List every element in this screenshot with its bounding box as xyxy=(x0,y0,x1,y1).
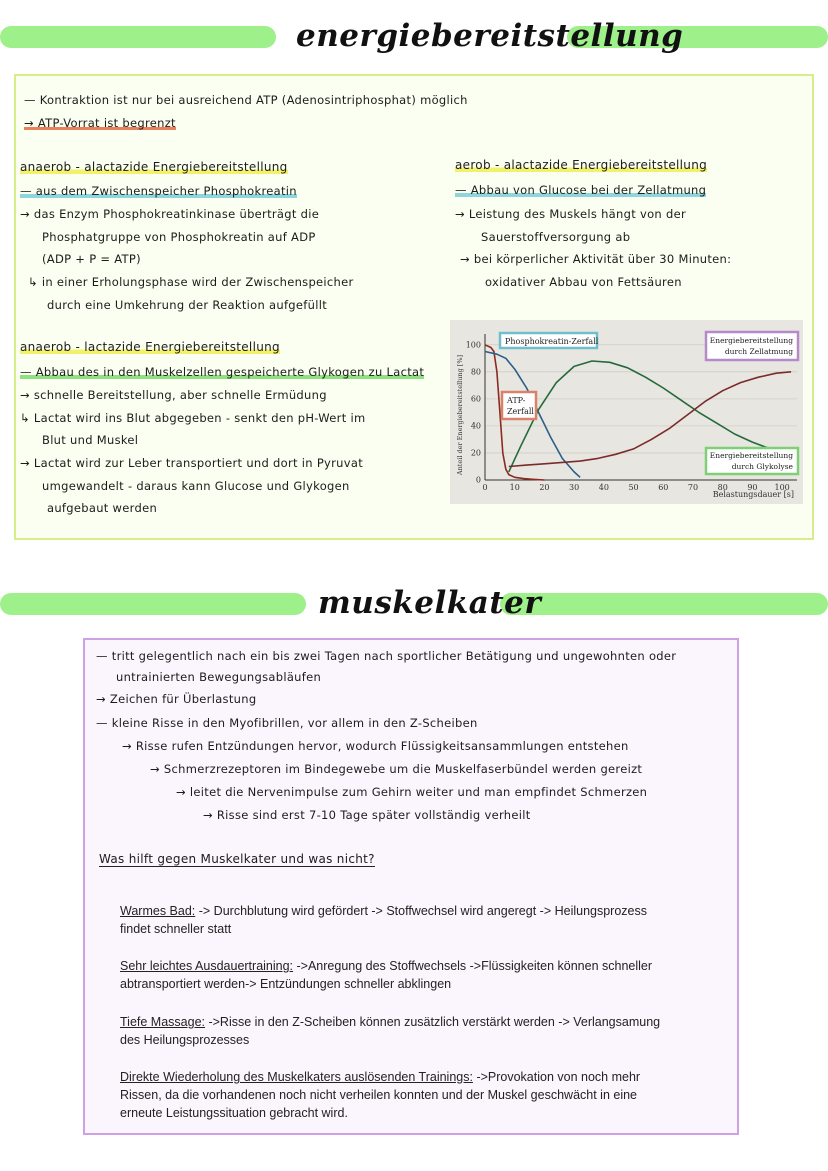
y-tick-label: 80 xyxy=(470,367,481,377)
x-tick-label: 40 xyxy=(598,483,609,492)
y-tick-label: 40 xyxy=(470,421,481,431)
label-atp-2: Zerfall xyxy=(507,407,534,416)
lactazid-line: → schnelle Bereitstellung, aber schnelle Ermüdung xyxy=(20,388,327,402)
muskelkater-line: — tritt gelegentlich nach ein bis zwei Tagen nach sportlicher Betätigung und ungewohnten oder xyxy=(96,649,677,663)
muskelkater-line: → leitet die Nervenimpulse zum Gehirn weiter und man empfindet Schmerzen xyxy=(176,785,648,799)
tip-paragraph xyxy=(120,1068,680,1122)
aerob-line: → bei körperlicher Aktivität über 30 Minuten: xyxy=(460,252,732,266)
heading-lactazid: anaerob - lactazide Energiebereitstellung xyxy=(20,340,280,354)
label-glykolyse-1: Energiebereitstellung xyxy=(709,451,793,460)
tip-text: ->Anregung des Stoffwechsels ->Flüssigkeiten können schneller abtransportiert werden-> Entzündungen schneller abklingen xyxy=(120,959,653,991)
alactazid-line: durch eine Umkehrung der Reaktion aufgefüllt xyxy=(47,298,328,312)
label-zellatmung-1: Energiebereitstellung xyxy=(709,336,793,345)
x-tick-label: 80 xyxy=(717,483,728,492)
y-tick-label: 100 xyxy=(465,340,481,350)
lactazid-line: → Lactat wird zur Leber transportiert und dort in Pyruvat xyxy=(20,456,364,470)
alactazid-line: → das Enzym Phosphokreatinkinase überträgt die xyxy=(20,207,320,221)
y-axis-label: Anteil der Energiebereitstellung [%] xyxy=(456,354,464,476)
lactazid-line: Blut und Muskel xyxy=(42,433,139,447)
energy-chart xyxy=(450,320,803,504)
alactazid-line: — aus dem Zwischenspeicher Phosphokreatin xyxy=(20,184,297,198)
aerob-line: oxidativer Abbau von Fettsäuren xyxy=(485,275,682,289)
x-tick-label: 50 xyxy=(628,483,639,492)
muskelkater-box xyxy=(83,638,739,1135)
muskelkater-line: → Zeichen für Überlastung xyxy=(96,692,257,706)
aerob-line: → Leistung des Muskels hängt von der xyxy=(455,207,686,221)
label-phospho: Phosphokreatin-Zerfall xyxy=(505,337,599,346)
tip-text: ->Provokation von noch mehr Rissen, da die vorhandenen noch nicht verheilen konnten und der Muskel geschwächt in eine erneute Leistungssituation gebracht wird. xyxy=(120,1070,641,1120)
lactazid-line: — Abbau des in den Muskelzellen gespeicherte Glykogen zu Lactat xyxy=(20,365,425,379)
x-tick-label: 60 xyxy=(658,483,669,492)
question-heading: Was hilft gegen Muskelkater und was nicht? xyxy=(99,852,375,866)
y-tick-label: 20 xyxy=(470,448,481,458)
x-axis-label: Belastungsdauer [s] xyxy=(712,490,794,499)
section-title-muskelkater: muskelkater xyxy=(318,585,542,621)
energy-chart-svg xyxy=(450,320,803,504)
aerob-line: Sauerstoffversorgung ab xyxy=(481,230,631,244)
heading-alactazid: anaerob - alactazide Energiebereitstellung xyxy=(20,160,288,174)
title-bar-left xyxy=(0,593,306,615)
x-tick-label: 100 xyxy=(774,483,790,492)
tip-text: -> Durchblutung wird gefördert -> Stoffwechsel wird angeregt -> Heilungsprozess findet schneller statt xyxy=(120,904,647,936)
alactazid-line: ↳ in einer Erholungsphase wird der Zwischenspeicher xyxy=(28,275,354,289)
lactazid-line: umgewandelt - daraus kann Glucose und Glykogen xyxy=(42,479,350,493)
muskelkater-line: — kleine Risse in den Myofibrillen, vor allem in den Z-Scheiben xyxy=(96,716,478,730)
tip-paragraph xyxy=(120,1013,680,1049)
label-atp-1: ATP- xyxy=(507,396,526,405)
y-tick-label: 0 xyxy=(475,475,481,485)
alactazid-line: Phosphatgruppe von Phosphokreatin auf ADP xyxy=(42,230,316,244)
muskelkater-line: → Risse sind erst 7-10 Tage später vollständig verheilt xyxy=(203,808,531,822)
tip-paragraph xyxy=(120,957,680,993)
intro-line: → ATP-Vorrat ist begrenzt xyxy=(24,116,176,130)
x-tick-label: 90 xyxy=(747,483,758,492)
y-tick-label: 60 xyxy=(470,394,481,404)
muskelkater-line: → Schmerzrezeptoren im Bindegewebe um die Muskelfaserbündel werden gereizt xyxy=(150,762,643,776)
title-bar-right xyxy=(500,593,828,615)
muskelkater-line: untrainierten Bewegungsabläufen xyxy=(116,670,322,684)
tip-paragraph xyxy=(120,902,680,938)
label-glykolyse-2: durch Glykolyse xyxy=(731,462,793,471)
tip-label: Warmes Bad: xyxy=(120,904,196,918)
tip-label: Sehr leichtes Ausdauertraining: xyxy=(120,959,294,973)
section-title-energie: energiebereitstellung xyxy=(296,18,684,54)
label-zellatmung-2: durch Zellatmung xyxy=(724,347,793,356)
x-tick-label: 70 xyxy=(687,483,699,492)
x-tick-label: 20 xyxy=(539,483,550,492)
intro-line: — Kontraktion ist nur bei ausreichend ATP (Adenosintriphosphat) möglich xyxy=(24,93,468,107)
tip-label: Direkte Wiederholung des Muskelkaters auslösenden Trainings: xyxy=(120,1070,473,1084)
x-tick-label: 10 xyxy=(509,483,520,492)
aerob-line: — Abbau von Glucose bei der Zellatmung xyxy=(455,183,707,197)
x-tick-label: 30 xyxy=(569,483,580,492)
muskelkater-line: → Risse rufen Entzündungen hervor, wodurch Flüssigkeitsansammlungen entstehen xyxy=(122,739,629,753)
lactazid-line: ↳ Lactat wird ins Blut abgegeben - senkt den pH-Wert im xyxy=(20,411,366,425)
title-bar-left xyxy=(0,26,276,48)
alactazid-line: (ADP + P = ATP) xyxy=(42,252,141,266)
lactazid-line: aufgebaut werden xyxy=(47,501,158,515)
heading-aerob: aerob - alactazide Energiebereitstellung xyxy=(455,158,708,172)
tip-text: ->Risse in den Z-Scheiben können zusätzlich verstärkt werden -> Verlangsamung des Heilungsprozesses xyxy=(120,1015,661,1047)
x-tick-label: 0 xyxy=(482,483,488,492)
tip-label: Tiefe Massage: xyxy=(120,1015,205,1029)
